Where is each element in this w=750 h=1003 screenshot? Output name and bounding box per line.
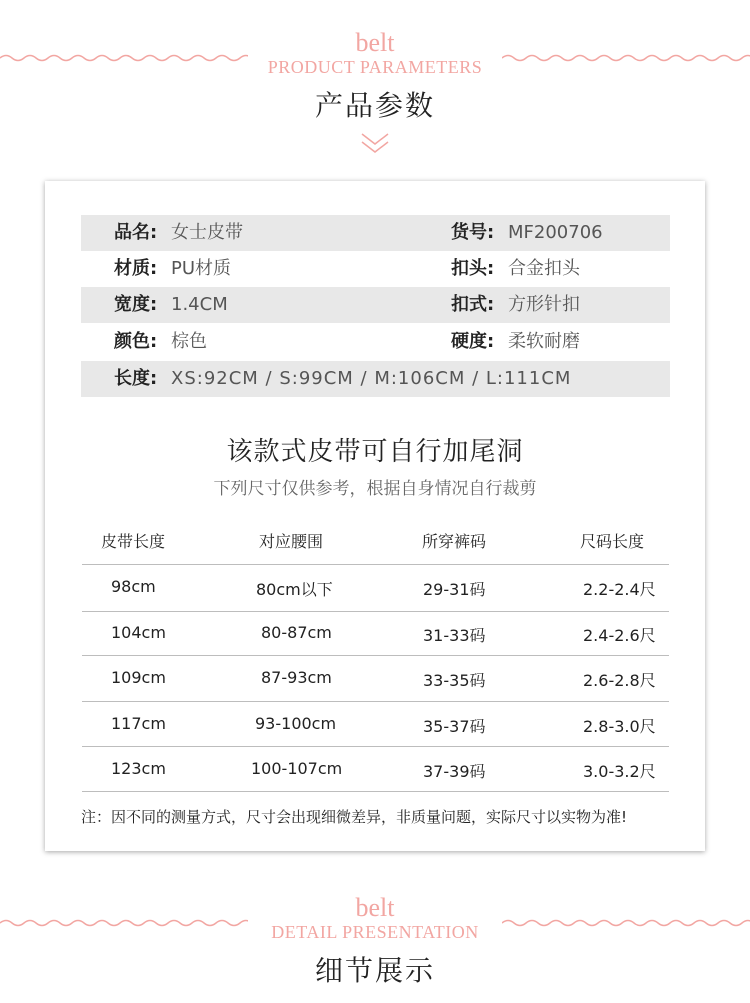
param-value: PU材质 <box>171 258 232 279</box>
param-key: 硬度: <box>451 331 495 352</box>
param-row <box>81 215 670 251</box>
table-cell: 104cm <box>111 623 166 642</box>
table-cell: 33-35码 <box>423 671 486 690</box>
size-section-title: 该款式皮带可自行加尾洞 <box>226 437 524 467</box>
table-cell: 117cm <box>111 714 166 733</box>
header-en-subtitle: DETAIL PRESENTATION <box>271 922 479 942</box>
header-en-title: belt <box>355 28 395 57</box>
table-header: 尺码长度 <box>580 532 645 551</box>
table-header: 对应腰围 <box>259 532 324 551</box>
table-cell: 123cm <box>111 759 166 778</box>
param-key: 长度: <box>114 368 158 389</box>
measurement-note: 注：因不同的测量方式，尺寸会出现细微差异，非质量问题，实际尺寸以实物为准! <box>81 808 628 826</box>
table-cell: 98cm <box>111 577 156 596</box>
header-cn-title: 产品参数 <box>314 89 435 122</box>
table-cell: 87-93cm <box>261 668 332 687</box>
table-divider <box>82 701 669 702</box>
table-cell: 35-37码 <box>423 717 486 736</box>
size-section-subtitle: 下列尺寸仅供参考，根据自身情况自行裁剪 <box>213 479 537 499</box>
table-cell: 80-87cm <box>261 623 332 642</box>
table-divider <box>82 564 669 565</box>
param-value: 棕色 <box>171 331 207 352</box>
param-row <box>81 287 670 323</box>
table-header: 所穿裤码 <box>422 532 487 551</box>
table-cell: 2.4-2.6尺 <box>583 626 656 645</box>
table-cell: 37-39码 <box>423 762 486 781</box>
param-value: 1.4CM <box>171 294 228 315</box>
param-value: 合金扣头 <box>508 258 580 279</box>
table-cell: 93-100cm <box>255 714 337 733</box>
param-value: 女士皮带 <box>171 222 243 243</box>
header-en-subtitle: PRODUCT PARAMETERS <box>267 57 483 77</box>
param-row <box>81 251 670 287</box>
table-divider <box>82 791 669 792</box>
table-cell: 109cm <box>111 668 166 687</box>
parameters-card <box>45 181 705 851</box>
param-key: 扣式: <box>451 294 495 315</box>
param-value: 方形针扣 <box>508 294 580 315</box>
table-cell: 2.8-3.0尺 <box>583 717 656 736</box>
table-divider <box>82 611 669 612</box>
param-key: 扣头: <box>451 258 495 279</box>
table-cell: 100-107cm <box>251 759 343 778</box>
table-divider <box>82 746 669 747</box>
section-header-product-parameters <box>0 28 750 138</box>
table-cell: 31-33码 <box>423 626 486 645</box>
table-cell: 2.6-2.8尺 <box>583 671 656 690</box>
param-value: 柔软耐磨 <box>508 331 580 352</box>
param-key: 货号: <box>451 222 495 243</box>
table-header: 皮带长度 <box>101 532 166 551</box>
header-cn-title: 细节展示 <box>314 954 435 987</box>
param-row-length <box>81 361 670 397</box>
param-value: XS:92CM / S:99CM / M:106CM / L:111CM <box>171 368 572 389</box>
table-cell: 3.0-3.2尺 <box>583 762 656 781</box>
header-en-title: belt <box>355 893 395 922</box>
chevron-down-icon <box>360 131 390 155</box>
param-key: 材质: <box>114 258 158 279</box>
table-cell: 80cm以下 <box>256 580 333 599</box>
table-cell: 29-31码 <box>423 580 486 599</box>
param-row <box>81 324 670 360</box>
param-key: 宽度: <box>114 294 158 315</box>
param-key: 品名: <box>114 222 158 243</box>
param-value: MF200706 <box>508 222 603 243</box>
table-divider <box>82 655 669 656</box>
param-key: 颜色: <box>114 331 158 352</box>
table-cell: 2.2-2.4尺 <box>583 580 656 599</box>
